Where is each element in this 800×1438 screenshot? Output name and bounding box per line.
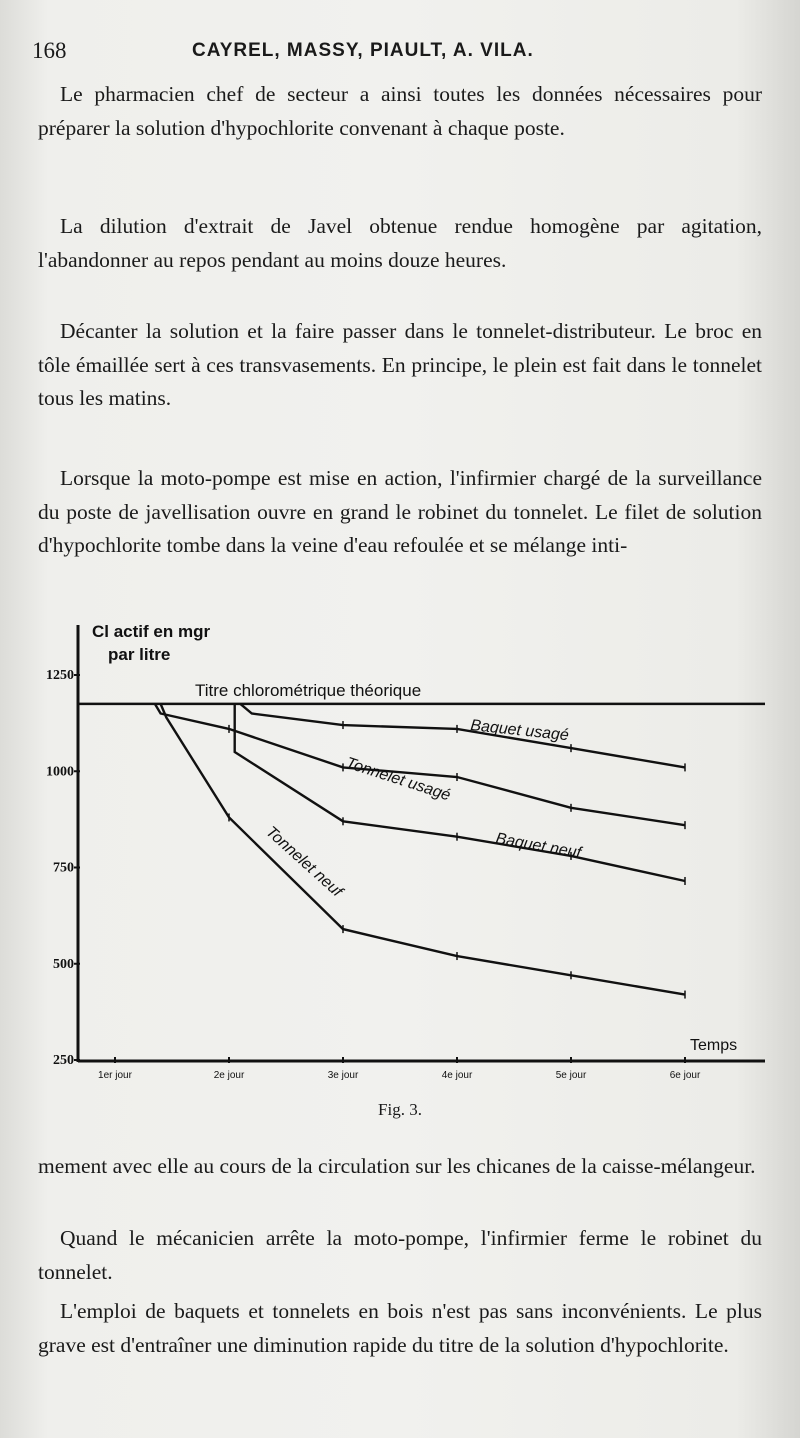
figure-caption: Fig. 3. — [378, 1100, 422, 1119]
series-line-3 — [161, 704, 685, 995]
paragraph-7: L'emploi de baquets et tonnelets en bois n'est pas sans inconvénients. Le plus grave est d'entraîner une diminution rapide du titre de la solution d'hypochlorite. — [38, 1299, 762, 1357]
y-tick-label: 750 — [53, 860, 74, 876]
y-tick-label: 500 — [53, 956, 74, 972]
paragraph-1: Le pharmacien chef de secteur a ainsi toutes les données nécessaires pour préparer la solution d'hypochlorite convenant à chaque poste. — [38, 82, 762, 140]
x-tick-label: 4e jour — [441, 1070, 473, 1081]
y-axis-label-line1: Cl actif en mgr — [92, 622, 211, 641]
paragraph-2: La dilution d'extrait de Javel obtenue rendue homogène par agitation, l'abandonner au repos pendant au moins douze heures. — [38, 214, 762, 272]
y-tick-label: 250 — [53, 1053, 74, 1068]
chart-svg — [0, 615, 800, 1085]
series-line-0 — [240, 704, 685, 768]
y-axis-label-line2: par litre — [108, 645, 171, 664]
paragraph-6: Quand le mécanicien arrête la moto-pompe, l'infirmier ferme le robinet du tonnelet. — [38, 1226, 762, 1284]
series-label: Tonnelet usagé — [343, 754, 453, 805]
page-number: 168 — [32, 38, 67, 63]
figure-3 — [0, 615, 800, 1085]
y-tick-label: 1000 — [46, 764, 74, 780]
reference-line-label: Titre chlorométrique théorique — [195, 680, 422, 700]
y-tick-label: 1250 — [46, 668, 74, 683]
x-tick-label: 5e jour — [555, 1070, 587, 1081]
x-tick-label: 1er jour — [98, 1070, 132, 1081]
x-tick-label: 6e jour — [669, 1070, 701, 1081]
page-header — [32, 38, 760, 68]
series-label: Baquet usagé — [469, 717, 570, 745]
x-tick-label: 2e jour — [213, 1070, 245, 1081]
series-label: Tonnelet neuf — [262, 823, 346, 901]
x-axis-label: Temps — [690, 1037, 738, 1054]
paragraph-5: mement avec elle au cours de la circulation sur les chicanes de la caisse-mélangeur. — [38, 1154, 756, 1178]
x-tick-label: 3e jour — [327, 1070, 359, 1081]
paragraph-3: Décanter la solution et la faire passer dans le tonnelet-distributeur. Le broc en tôle émaillée sert à ces transvasements. En principe, le plein est fait dans le tonnelet tous les matins. — [38, 319, 762, 410]
running-head: CAYREL, MASSY, PIAULT, A. VILA. — [192, 40, 534, 61]
series-label: Baquet neuf — [494, 830, 583, 862]
paragraph-4: Lorsque la moto-pompe est mise en action, l'infirmier chargé de la surveillance du poste de javellisation ouvre en grand le robinet du tonnelet. Le filet de solution d'hypochlorite tombe dans la veine d'eau refoulée et se mélange inti- — [38, 466, 762, 557]
